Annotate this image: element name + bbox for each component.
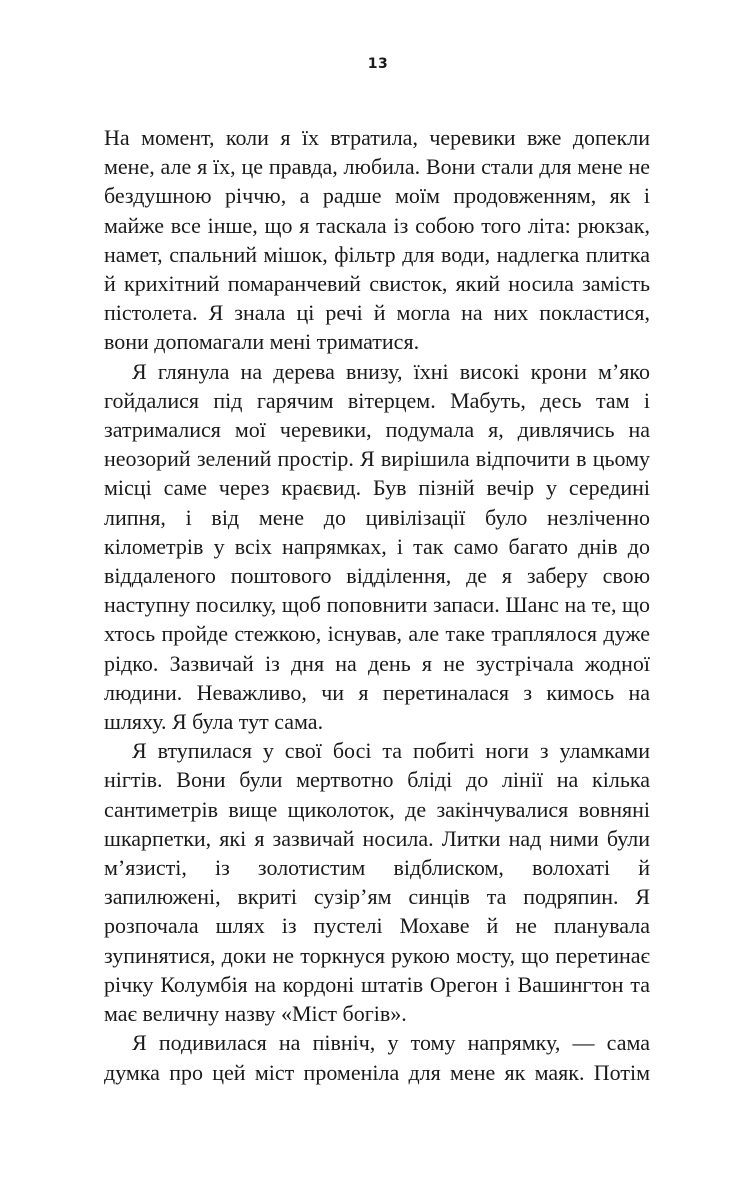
paragraph-1: На момент, коли я їх втратила, черевики вже допекли мене, але я їх, це правда, любила. Вони стали для мене не бездушною річчю, а радше моїм продовженням, як і майже все інше, що я таскала із собою того літа: рюкзак, намет, спальний мішок, фільтр для води, надлегка плитка й крихітний помаранчевий свисток, який носила замість пістолета. Я знала ці речі й могла на них покластися, вони допомагали мені триматися. [104,125,650,355]
paragraph-3: Я втупилася у свої босі та побиті ноги з уламками нігтів. Вони були мертвотно бліді до лінії на кілька сантиметрів вище щиколоток, де закінчувалися вовняні шкарпетки, які я зазвичай носила. Литки над ними були м’язисті, із золотистим відблиском, волохаті й запилюжені, вкриті сузір’ям синців та подряпин. Я розпочала шлях із пустелі Мохаве й не планувала зупинятися, доки не торкнуся рукою мосту, що перетинає річку Колумбія на кордоні штатів Орегон і Вашингтон та має величну назву «Міст богів». [104,738,650,1027]
paragraph-4: Я подивилася на північ, у тому напрямку, — сама думка про цей міст променіла для мене як маяк. Потім [104,1030,650,1085]
paragraph-2: Я глянула на дерева внизу, їхні високі крони м’яко гойдалися під гарячим вітерцем. Мабуть, десь там і затрималися мої черевики, подумала я, дивлячись на неозорий зелений простір. Я вирішила відпочити в цьому місці саме через краєвид. Був пізній вечір у середині липня, і від мене до цивілізації було незліченно кілометрів у всіх напрямках, і так само багато днів до віддаленого поштового відділення, де я заберу свою наступну посилку, щоб поповнити запаси. Шанс на те, що хтось пройде стежкою, існував, але таке траплялося дуже рідко. Зазвичай із дня на день я не зустрічала жодної людини. Неважливо, чи я перетиналася з кимось на шляху. Я була тут сама. [104,358,650,735]
page-number: 13 [367,56,389,72]
body-text [104,123,650,1087]
